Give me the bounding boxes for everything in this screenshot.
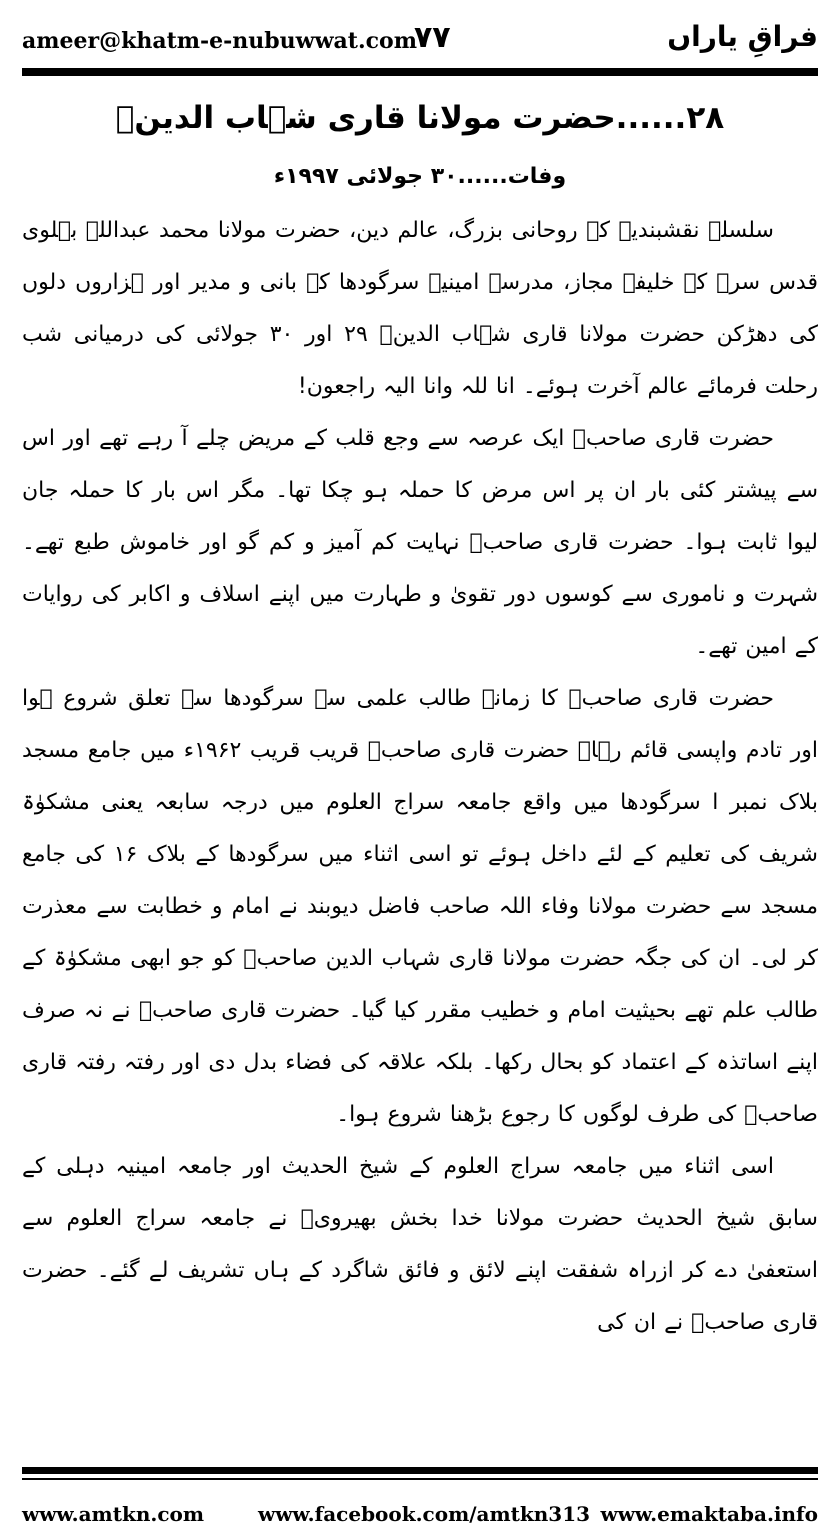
article-body <box>22 205 818 1349</box>
footer-link-facebook[interactable]: www.facebook.com/amtkn313 <box>258 1502 591 1526</box>
paragraph: حضرت قاری صاحبؒ ایک عرصہ سے وجع قلب کے مریض چلے آ رہے تھے اور اس سے پیشتر کئی بار ان پر اس مرض کا حملہ ہو چکا تھا۔ مگر اس بار کا حملہ جان لیوا ثابت ہوا۔ حضرت قاری صاحبؒ نہایت کم آمیز و کم گو اور خاموش طبع تھے۔ شہرت و ناموری سے کوسوں دور تقویٰ و طہارت میں اپنے اسلاف و اکابر کی روایات کے امین تھے۔ <box>22 426 818 659</box>
paragraph: اسی اثناء میں جامعہ سراج العلوم کے شیخ الحدیث اور جامعہ امینیہ دہلی کے سابق شیخ الحدیث حضرت مولانا خدا بخش بھیرویؒ نے جامعہ سراج العلوم سے استعفیٰ دے کر ازراہ شفقت اپنے لائق و فائق شاگرد کے ہاں تشریف لے گئے۔ حضرت قاری صاحبؒ نے ان کی <box>22 1154 818 1335</box>
page-header <box>22 18 818 66</box>
footer-link-emaktaba[interactable]: www.emaktaba.info <box>600 1502 818 1526</box>
header-rule <box>22 68 818 76</box>
death-date: وفات......۳۰ جولائی ۱۹۹۷ء <box>273 164 567 189</box>
book-title: فراقِ یاراں <box>667 20 818 53</box>
footer-rule-thick <box>22 1467 818 1474</box>
paragraph: حضرت قاری صاحبؒ کا زمانہ طالب علمی سے سرگودھا سے تعلق شروع ہوا اور تادم واپسی قائم رہا۔ حضرت قاری صاحبؒ قریب قریب ۱۹۶۲ء میں جامع مسجد بلاک نمبر ا سرگودھا میں واقع جامعہ سراج العلوم میں درجہ سابعہ یعنی مشکوٰۃ شریف کی تعلیم کے لئے داخل ہوئے تو اسی اثناء میں سرگودھا کے بلاک ۱۶ کی جامع مسجد سے حضرت مولانا وفاء اللہ صاحب فاضل دیوبند نے امام و خطابت سے معذرت کر لی۔ ان کی جگہ حضرت مولانا قاری شہاب الدین صاحبؒ کو جو ابھی مشکوٰۃ کے طالب علم تھے بحیثیت امام و خطیب مقرر کیا گیا۔ حضرت قاری صاحبؒ نے نہ صرف اپنے اساتذہ کے اعتماد کو بحال رکھا۔ بلکہ علاقہ کی فضاء بدل دی اور رفتہ رفتہ قاری صاحبؒ کی طرف لوگوں کا رجوع بڑھنا شروع ہوا۔ <box>22 686 819 1127</box>
footer-rule-thin <box>22 1478 818 1480</box>
paragraph: سلسلہ نقشبندیہ کے روحانی بزرگ، عالم دین، حضرت مولانا محمد عبداللہ بہلوی قدس سرہ کے خلیفہ مجاز، مدرسہ امینیہ سرگودھا کے بانی و مدیر اور ہزاروں دلوں کی دھڑکن حضرت مولانا قاری شہاب الدینؒ ۲۹ اور ۳۰ جولائی کی درمیانی شب رحلت فرمائے عالم آخرت ہوئے۔ انا للہ وانا الیہ راجعون! <box>22 218 818 399</box>
header-email: ameer@khatm-e-nubuwwat.com <box>22 28 417 54</box>
page-footer <box>22 1502 818 1532</box>
footer-link-amtkn[interactable]: www.amtkn.com <box>22 1502 205 1526</box>
page-number: ۷۷ <box>414 20 451 55</box>
chapter-heading: ۲۸......حضرت مولانا قاری شہاب الدینؒ <box>115 100 725 136</box>
